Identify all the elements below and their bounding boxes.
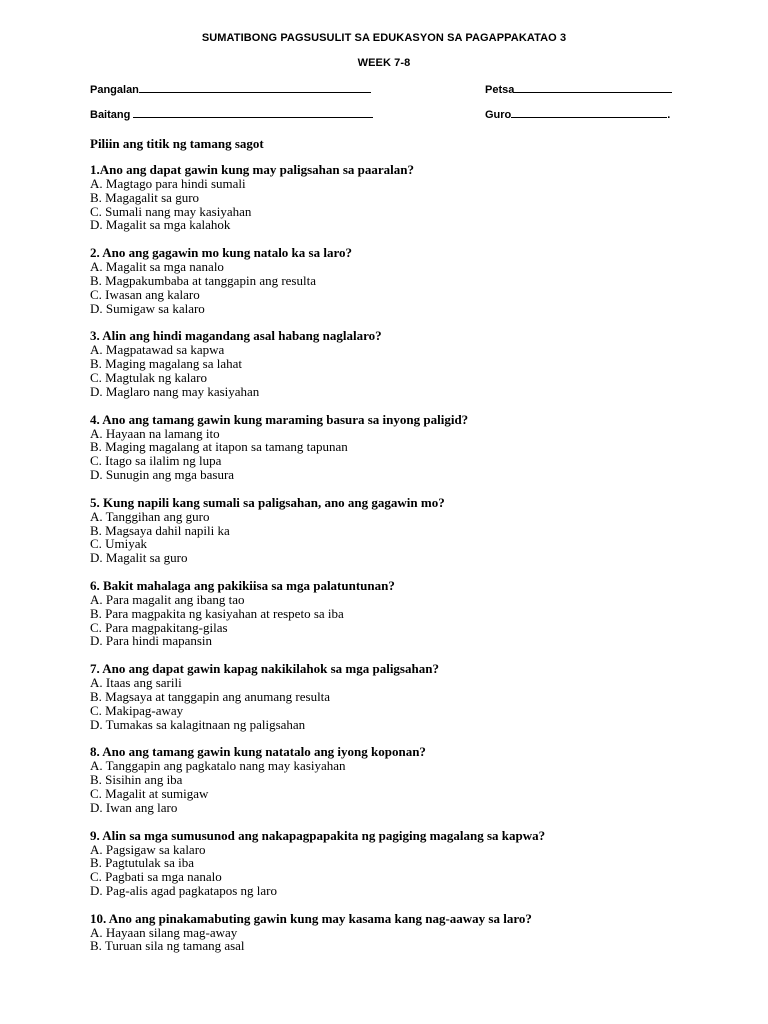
option-b: B. Magpakumbaba at tanggapin ang resulta [90,272,316,288]
question-text: 1.Ano ang dapat gawin kung may paligsahan sa paaralan? [90,162,415,177]
question-3 [90,329,730,398]
question-5 [90,496,730,565]
option-d: D. Magalit sa mga kalahok [90,217,231,233]
option-d: D. Para hindi mapansin [90,633,213,649]
option-c: C. Itago sa ilalim ng lupa [90,453,222,469]
option-b: B. Maging magalang at itapon sa tamang tapunan [90,439,348,455]
question-text: 10. Ano ang pinakamabuting gawin kung may kasama kang nag-aaway sa laro? [90,910,532,926]
question-2 [90,246,730,315]
option-c: C. Sumali nang may kasiyahan [90,203,252,219]
question-4 [90,413,730,482]
option-c: C. Magtulak ng kalaro [90,369,207,385]
option-c: C. Makipag-away [90,702,184,718]
option-a: A. Magalit sa mga nanalo [90,259,224,275]
option-a: A. Hayaan na lamang ito [90,425,220,441]
grade-line[interactable] [133,107,373,118]
date-line[interactable] [514,82,672,93]
option-a: A. Tanggapin ang pagkatalo nang may kasiyahan [90,758,346,774]
week-label: WEEK 7-8 [357,57,411,69]
option-a: A. Para magalit ang ibang tao [90,591,245,607]
option-b: B. Para magpakita ng kasiyahan at respeto sa iba [90,605,344,621]
option-d: D. Tumakas sa kalagitnaan ng paligsahan [90,716,306,732]
date-label: Petsa [485,84,515,96]
name-label: Pangalan [90,84,139,96]
option-a: A. Magpatawad sa kapwa [90,342,225,358]
question-text: 3. Alin ang hindi magandang asal habang naglalaro? [90,328,382,344]
option-c: C. Umiyak [90,536,148,552]
option-b: B. Pagtutulak sa iba [90,855,194,871]
option-b: B. Magagalit sa guro [90,189,200,205]
date-field[interactable] [485,82,672,96]
option-c: C. Iwasan ang kalaro [90,286,200,302]
grade-label: Baitang [90,109,134,121]
option-d: D. Magalit sa guro [90,550,188,566]
option-b: B. Magsaya at tanggapin ang anumang resulta [90,688,331,704]
question-text: 9. Alin sa mga sumusunod ang nakapagpapakita ng pagiging magalang sa kapwa? [90,827,546,843]
question-1 [90,163,730,232]
question-8 [90,745,730,814]
option-c: C. Magalit at sumigaw [90,785,209,801]
option-b: B. Sisihin ang iba [90,772,183,788]
question-text: 5. Kung napili kang sumali sa paligsahan, ano ang gagawin mo? [90,494,445,510]
teacher-line[interactable] [511,107,667,118]
option-a: A. Pagsigaw sa kalaro [90,841,206,857]
question-text: 7. Ano ang dapat gawin kapag nakikilahok sa mga paligsahan? [90,661,439,677]
option-c: C. Pagbati sa mga nanalo [90,869,222,885]
question-text: 4. Ano ang tamang gawin kung maraming basura sa inyong paligid? [90,411,469,427]
option-c: C. Para magpakitang-gilas [90,619,228,635]
question-list [90,163,730,967]
option-d: D. Iwan ang laro [90,799,178,815]
question-text: 2. Ano ang gagawin mo kung natalo ka sa laro? [90,245,352,261]
instruction: Piliin ang titik ng tamang sagot [90,136,264,151]
page-title: SUMATIBONG PAGSUSULIT SA EDUKASYON SA PAGAPPAKATAO 3 [201,32,567,44]
grade-field[interactable] [90,107,373,121]
name-line[interactable] [139,82,371,93]
teacher-end: . [667,109,671,121]
option-d: D. Sunugin ang mga basura [90,466,235,482]
option-a: A. Tanggihan ang guro [90,508,210,524]
question-9 [90,829,730,898]
question-text: 6. Bakit mahalaga ang pakikiisa sa mga palatuntunan? [90,577,395,593]
name-field[interactable] [90,82,371,96]
option-b: B. Maging magalang sa lahat [90,356,242,372]
option-d: D. Pag-alis agad pagkatapos ng laro [90,882,278,898]
option-d: D. Maglaro nang may kasiyahan [90,383,260,399]
option-b: B. Turuan sila ng tamang asal [90,938,245,954]
question-7 [90,662,730,731]
teacher-label: Guro [485,109,512,121]
option-a: A. Itaas ang sarili [90,675,182,691]
question-6 [90,579,730,648]
option-a: A. Hayaan silang mag-away [90,924,238,940]
option-b: B. Magsaya dahil napili ka [90,522,230,538]
teacher-field[interactable] [485,107,670,121]
option-a: A. Magtago para hindi sumali [90,176,246,191]
option-d: D. Sumigaw sa kalaro [90,300,205,316]
question-10 [90,912,730,954]
question-text: 8. Ano ang tamang gawin kung natatalo ang iyong koponan? [90,744,426,760]
